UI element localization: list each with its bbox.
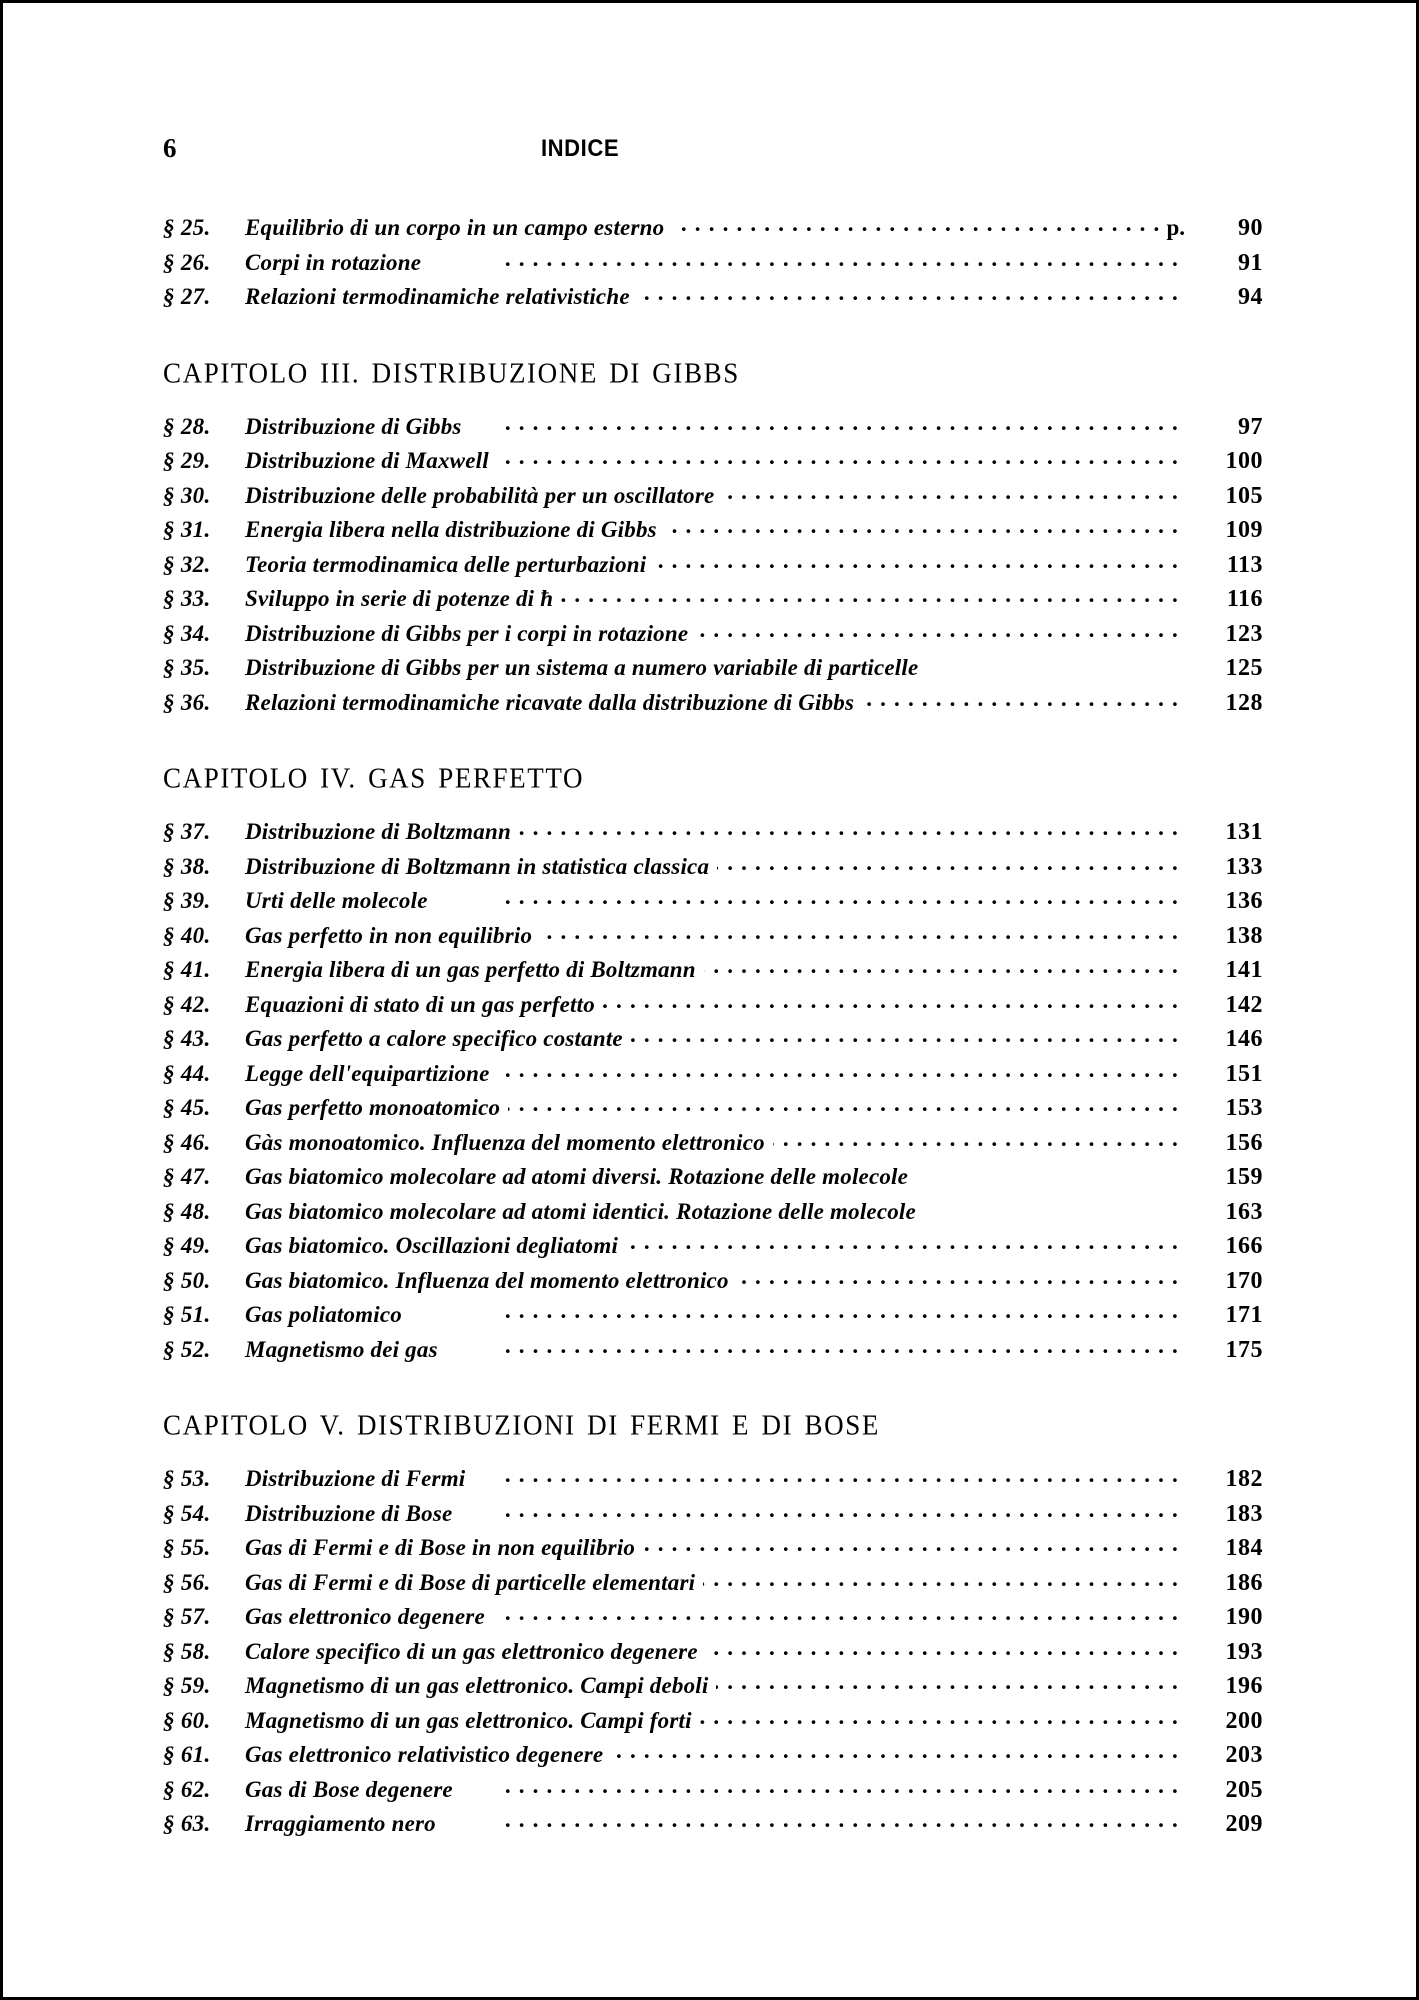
toc-entry-page-number: 91 — [1238, 249, 1263, 276]
toc-entry-section-number: § 27. — [163, 284, 211, 309]
toc-entry[interactable] — [163, 619, 1263, 654]
toc-entry-section-number: § 53. — [163, 1466, 211, 1491]
toc-entry-section-number: § 38. — [163, 853, 211, 879]
toc-entry-section-number: § 52. — [163, 1336, 211, 1362]
toc-entry[interactable] — [163, 1024, 1263, 1059]
toc-entry-section-number: § 54. — [163, 1500, 211, 1526]
toc-entry[interactable] — [163, 1335, 1263, 1370]
toc-entry-page-number: 190 — [1225, 1604, 1263, 1630]
toc-entry-page-number: 159 — [1225, 1164, 1263, 1190]
toc-entry-label: Gas perfetto a calore specifico costante — [245, 1026, 623, 1051]
toc-entry[interactable] — [163, 921, 1263, 956]
toc-entry[interactable] — [163, 515, 1263, 550]
toc-entry-label: Distribuzione di Maxwell — [245, 448, 489, 473]
toc-entry-label: Gas di Bose degenere — [245, 1776, 453, 1802]
toc-entry-label: Gas biatomico. Oscillazioni degliatomi — [245, 1233, 619, 1258]
dot-leader — [665, 515, 1179, 537]
toc-entry-section-number: § 55. — [163, 1535, 211, 1560]
dot-leader — [470, 412, 1179, 434]
toc-entry-label: Teoria termodinamica delle perturbazioni — [245, 551, 647, 577]
toc-entry-page-number: 105 — [1225, 482, 1263, 509]
toc-entry-section-number: § 36. — [163, 689, 211, 715]
toc-entry-label: Energia libera di un gas perfetto di Boltzmann — [245, 957, 696, 982]
dot-leader — [498, 1059, 1179, 1081]
toc-entry-section-number: § 50. — [163, 1267, 211, 1293]
toc-entry-page-number: 186 — [1225, 1569, 1263, 1596]
toc-entry[interactable] — [163, 1568, 1263, 1603]
toc-entry-page-number: 128 — [1225, 689, 1263, 716]
toc-entry[interactable] — [163, 550, 1263, 585]
chapter-heading: CAPITOLO III. DISTRIBUZIONE DI GIBBS — [163, 356, 740, 389]
toc-entry[interactable] — [163, 584, 1263, 619]
dot-leader — [700, 1706, 1179, 1728]
toc-entry[interactable] — [163, 1300, 1263, 1335]
dot-leader — [508, 1093, 1179, 1115]
toc-entry-section-number: § 42. — [163, 991, 211, 1017]
toc-entry-list — [163, 213, 1263, 317]
dot-leader — [638, 282, 1179, 304]
toc-entry-label: Equilibrio di un corpo in un campo esterno — [245, 215, 665, 240]
toc-entry-section-number: § 57. — [163, 1604, 211, 1629]
toc-entry-label: Gàs monoatomico. Influenza del momento elettronico — [245, 1129, 765, 1155]
toc-entry-section-number: § 61. — [163, 1742, 211, 1767]
toc-entry-label: Distribuzione di Fermi — [245, 1466, 466, 1491]
toc-entry-page-number: 175 — [1225, 1336, 1263, 1363]
toc-entry-section-number: § 30. — [163, 482, 211, 508]
dot-leader — [497, 446, 1179, 468]
toc-entry-page-number: 97 — [1238, 413, 1263, 440]
toc-entry-section-number: § 59. — [163, 1673, 211, 1698]
toc-entry[interactable] — [163, 653, 1263, 688]
toc-entry-label: Gas perfetto monoatomico — [245, 1095, 501, 1120]
toc-entry-page-number: 141 — [1225, 957, 1263, 983]
dot-leader — [429, 248, 1179, 270]
toc-entry-page-number: 166 — [1225, 1233, 1263, 1259]
toc-entry-section-number: § 49. — [163, 1233, 211, 1258]
toc-entry-section-number: § 37. — [163, 819, 211, 844]
toc-entry-section-number: § 58. — [163, 1638, 211, 1664]
dot-leader — [603, 990, 1179, 1012]
toc-entry-page-number: 116 — [1226, 586, 1263, 612]
toc-entry-page-number: 205 — [1225, 1776, 1263, 1803]
toc-entry-label: Gas poliatomico — [245, 1302, 402, 1327]
toc-entry-section-number: § 62. — [163, 1776, 211, 1802]
toc-entry-label: Gas elettronico relativistico degenere — [245, 1742, 604, 1767]
toc-entry-section-number: § 31. — [163, 517, 211, 542]
toc-entry-label: Distribuzione di Gibbs — [245, 413, 462, 439]
toc-entry-label: Equazioni di stato di un gas perfetto — [245, 991, 595, 1017]
dot-leader — [611, 1740, 1179, 1762]
dot-leader — [561, 584, 1179, 606]
dot-leader — [737, 1266, 1179, 1288]
toc-entry-page-number: 131 — [1225, 819, 1263, 845]
toc-entry-section-number: § 32. — [163, 551, 211, 577]
toc-entry-label: Distribuzione di Boltzmann — [245, 819, 511, 844]
toc-entry-list — [163, 412, 1263, 723]
toc-entry[interactable] — [163, 1231, 1263, 1266]
toc-entry-page-number: 109 — [1225, 517, 1263, 543]
toc-entry-label: Magnetismo dei gas — [245, 1336, 438, 1362]
dot-leader — [716, 1671, 1179, 1693]
toc-entry[interactable] — [163, 1637, 1263, 1672]
toc-entry-section-number: § 40. — [163, 922, 211, 948]
toc-entry[interactable] — [163, 688, 1263, 723]
toc-entry-page-number: 133 — [1225, 853, 1263, 880]
dot-leader — [473, 1464, 1179, 1486]
toc-entry-list — [163, 817, 1263, 1369]
toc-entry-page-number: 142 — [1225, 991, 1263, 1018]
toc-entry-section-number: § 29. — [163, 448, 211, 473]
toc-entry-page-number: 113 — [1226, 551, 1263, 578]
toc-entry-page-number: 183 — [1225, 1500, 1263, 1527]
toc-entry[interactable] — [163, 990, 1263, 1025]
toc-entry-label: Gas di Fermi e di Bose in non equilibrio — [245, 1535, 636, 1560]
dot-leader — [436, 886, 1179, 908]
dot-leader — [924, 1197, 1179, 1219]
page-prefix-label: p. — [1166, 215, 1185, 240]
toc-entry-label: Energia libera nella distribuzione di Gibbs — [245, 517, 657, 542]
dot-leader — [696, 619, 1179, 641]
toc-entry-label: Gas biatomico molecolare ad atomi diversi. Rotazione delle molecole — [245, 1164, 909, 1189]
toc-entry[interactable] — [163, 1740, 1263, 1775]
toc-entry[interactable] — [163, 1602, 1263, 1637]
chapter-heading: CAPITOLO V. DISTRIBUZIONI DI FERMI E DI BOSE — [163, 1409, 880, 1441]
toc-entry-section-number: § 33. — [163, 586, 211, 611]
toc-entry[interactable] — [163, 1533, 1263, 1568]
dot-leader — [446, 1335, 1179, 1357]
toc-entry[interactable] — [163, 412, 1263, 447]
toc-entry-page-number: 200 — [1225, 1707, 1263, 1734]
dot-leader — [773, 1128, 1179, 1150]
toc-entry[interactable] — [163, 1093, 1263, 1128]
dot-leader — [654, 550, 1179, 572]
page-title: INDICE — [541, 135, 620, 162]
toc-entry-label: Distribuzione di Boltzmann in statistica classica — [245, 853, 710, 879]
toc-entry-page-number: 209 — [1225, 1811, 1263, 1837]
toc-entry[interactable] — [163, 213, 1263, 248]
toc-entry-page-number: 138 — [1225, 922, 1263, 949]
toc-entry-page-number: 170 — [1225, 1267, 1263, 1294]
toc-entry-label: Gas biatomico molecolare ad atomi identici. Rotazione delle molecole — [245, 1198, 916, 1224]
toc-entry-label: Legge dell'equipartizione — [245, 1060, 490, 1086]
toc-entry-page-number: 153 — [1225, 1095, 1263, 1121]
toc-entry-list — [163, 1464, 1263, 1844]
toc-entry-label: Distribuzione di Gibbs per i corpi in rotazione — [245, 620, 689, 646]
toc-entry-label: Gas di Fermi e di Bose di particelle elementari — [245, 1569, 696, 1595]
page-folio-number: 6 — [163, 133, 177, 163]
dot-leader — [460, 1499, 1179, 1521]
toc-entry-section-number: § 25. — [163, 215, 211, 240]
dot-leader — [706, 1637, 1179, 1659]
toc-entry-page-number: 193 — [1225, 1638, 1263, 1665]
dot-leader — [519, 817, 1179, 839]
toc-entry[interactable] — [163, 1128, 1263, 1163]
toc-entry[interactable] — [163, 248, 1263, 283]
table-of-contents — [163, 213, 1263, 1844]
toc-entry[interactable] — [163, 1671, 1263, 1706]
dot-leader — [643, 1533, 1179, 1555]
toc-entry-label: Distribuzione di Bose — [245, 1500, 453, 1526]
toc-entry-label: Magnetismo di un gas elettronico. Campi forti — [245, 1707, 692, 1733]
toc-entry-label: Relazioni termodinamiche ricavate dalla distribuzione di Gibbs — [245, 689, 855, 715]
toc-entry[interactable] — [163, 955, 1263, 990]
toc-entry-page-number: 146 — [1225, 1026, 1263, 1052]
toc-entry[interactable] — [163, 1197, 1263, 1232]
dot-leader — [672, 213, 1160, 235]
page-content — [163, 133, 1263, 1844]
toc-entry[interactable] — [163, 282, 1263, 317]
toc-entry-section-number: § 43. — [163, 1026, 211, 1051]
running-head — [163, 133, 1263, 179]
toc-entry[interactable] — [163, 1499, 1263, 1534]
toc-entry-page-number: 182 — [1225, 1466, 1263, 1492]
toc-entry[interactable] — [163, 817, 1263, 852]
toc-entry[interactable] — [163, 446, 1263, 481]
toc-entry-page-number: 203 — [1225, 1742, 1263, 1768]
toc-entry-section-number: § 46. — [163, 1129, 211, 1155]
toc-entry-label: Distribuzione delle probabilità per un oscillatore — [245, 482, 715, 508]
dot-leader — [540, 921, 1179, 943]
toc-entry[interactable] — [163, 1706, 1263, 1741]
dot-leader — [703, 1568, 1179, 1590]
dot-leader — [444, 1809, 1179, 1831]
toc-entry[interactable] — [163, 1464, 1263, 1499]
toc-entry-page-number: 136 — [1225, 888, 1263, 914]
toc-entry-section-number: § 41. — [163, 957, 211, 982]
dot-leader — [862, 688, 1179, 710]
toc-entry-section-number: § 39. — [163, 888, 211, 913]
toc-entry-section-number: § 35. — [163, 655, 211, 680]
dot-leader — [717, 852, 1179, 874]
toc-entry-page-number: 196 — [1225, 1673, 1263, 1699]
toc-entry-label: Calore specifico di un gas elettronico degenere — [245, 1638, 698, 1664]
toc-entry-section-number: § 60. — [163, 1707, 211, 1733]
toc-entry-page-number: 184 — [1225, 1535, 1263, 1561]
dot-leader — [410, 1300, 1179, 1322]
toc-entry-section-number: § 48. — [163, 1198, 211, 1224]
toc-entry-label: Gas perfetto in non equilibrio — [245, 922, 533, 948]
dot-leader — [926, 653, 1179, 675]
toc-entry-page-number: 100 — [1225, 448, 1263, 474]
toc-entry[interactable] — [163, 852, 1263, 887]
toc-entry-section-number: § 44. — [163, 1060, 211, 1086]
toc-entry-page-number: 156 — [1225, 1129, 1263, 1156]
toc-entry[interactable] — [163, 481, 1263, 516]
toc-entry-section-number: § 34. — [163, 620, 211, 646]
toc-entry-section-number: § 26. — [163, 249, 211, 275]
toc-entry-label: Gas biatomico. Influenza del momento elettronico — [245, 1267, 729, 1293]
dot-leader — [916, 1162, 1179, 1184]
toc-entry-page-number: 94 — [1238, 284, 1263, 310]
toc-entry-label: Urti delle molecole — [245, 888, 428, 913]
toc-entry-section-number: § 28. — [163, 413, 211, 439]
toc-entry-label: Magnetismo di un gas elettronico. Campi deboli — [245, 1673, 709, 1698]
dot-leader — [461, 1775, 1179, 1797]
toc-entry[interactable] — [163, 1775, 1263, 1810]
toc-entry[interactable] — [163, 886, 1263, 921]
toc-entry[interactable] — [163, 1809, 1263, 1844]
toc-entry[interactable] — [163, 1162, 1263, 1197]
toc-entry-page-number: 171 — [1225, 1302, 1263, 1328]
toc-entry-page-number: 125 — [1225, 655, 1263, 681]
toc-entry-label: Irraggiamento nero — [245, 1811, 436, 1836]
toc-entry-page-number: 90 — [1238, 215, 1263, 241]
toc-entry-page-number: 123 — [1225, 620, 1263, 647]
dot-leader — [626, 1231, 1179, 1253]
toc-entry-label: Relazioni termodinamiche relativistiche — [245, 284, 630, 309]
toc-entry-label: Corpi in rotazione — [245, 249, 422, 275]
toc-entry-label: Distribuzione di Gibbs per un sistema a numero variabile di particelle — [245, 655, 919, 680]
toc-entry-page-number: 163 — [1225, 1198, 1263, 1225]
toc-entry-page-number: 151 — [1225, 1060, 1263, 1087]
toc-entry[interactable] — [163, 1059, 1263, 1094]
toc-entry-section-number: § 47. — [163, 1164, 211, 1189]
toc-entry-section-number: § 45. — [163, 1095, 211, 1120]
toc-entry-label: Sviluppo in serie di potenze di ħ — [245, 586, 554, 611]
toc-entry-label: Gas elettronico degenere — [245, 1604, 485, 1629]
dot-leader — [704, 955, 1179, 977]
toc-entry-section-number: § 56. — [163, 1569, 211, 1595]
toc-entry[interactable] — [163, 1266, 1263, 1301]
toc-entry-section-number: § 51. — [163, 1302, 211, 1327]
chapter-heading: CAPITOLO IV. GAS PERFETTO — [163, 762, 585, 794]
dot-leader — [722, 481, 1179, 503]
dot-leader — [631, 1024, 1179, 1046]
toc-entry-section-number: § 63. — [163, 1811, 211, 1836]
dot-leader — [493, 1602, 1179, 1624]
